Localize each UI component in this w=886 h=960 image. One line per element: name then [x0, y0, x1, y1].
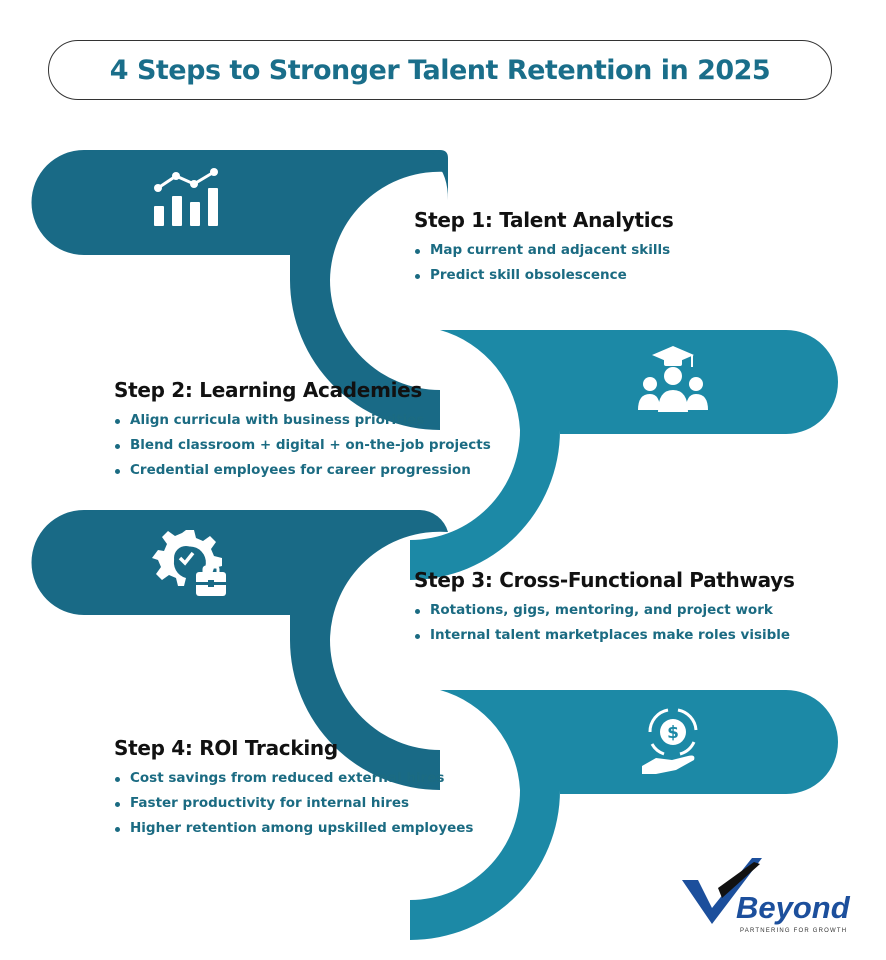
list-item: Higher retention among upskilled employees	[114, 820, 473, 836]
step-3	[414, 568, 795, 652]
step-2-bullets	[114, 412, 491, 478]
list-item: Cost savings from reduced external hires	[114, 770, 473, 786]
page-title: 4 Steps to Stronger Talent Retention in 2025	[109, 54, 771, 86]
step-4-bullets	[114, 770, 473, 836]
step-1	[414, 208, 674, 292]
list-item: Map current and adjacent skills	[414, 242, 674, 258]
graduation-group-icon	[636, 344, 710, 416]
list-item: Internal talent marketplaces make roles visible	[414, 627, 795, 643]
svg-text:Beyond: Beyond	[736, 890, 850, 925]
step-3-heading: Step 3: Cross-Functional Pathways	[414, 568, 795, 592]
step-1-bullets	[414, 242, 674, 283]
hand-dollar-cycle-icon	[638, 704, 708, 778]
list-item: Faster productivity for internal hires	[114, 795, 473, 811]
step-2-heading: Step 2: Learning Academies	[114, 378, 423, 402]
step-3-bullets	[414, 602, 795, 643]
step-4	[114, 736, 473, 845]
bar-chart-trend-icon	[150, 166, 222, 230]
beyond-logo	[682, 858, 850, 940]
step-1-heading: Step 1: Talent Analytics	[414, 208, 674, 232]
list-item: Blend classroom + digital + on-the-job projects	[114, 437, 491, 453]
svg-text:PARTNERING FOR GROWTH: PARTNERING FOR GROWTH	[740, 928, 848, 934]
step-4-heading: Step 4: ROI Tracking	[114, 736, 338, 760]
gear-check-briefcase-icon	[152, 528, 228, 600]
list-item: Rotations, gigs, mentoring, and project work	[414, 602, 795, 618]
step-2	[114, 378, 491, 487]
list-item: Credential employees for career progression	[114, 462, 491, 478]
list-item: Predict skill obsolescence	[414, 267, 674, 283]
list-item: Align curricula with business priorities	[114, 412, 491, 428]
svg-text:$: $	[667, 723, 679, 743]
